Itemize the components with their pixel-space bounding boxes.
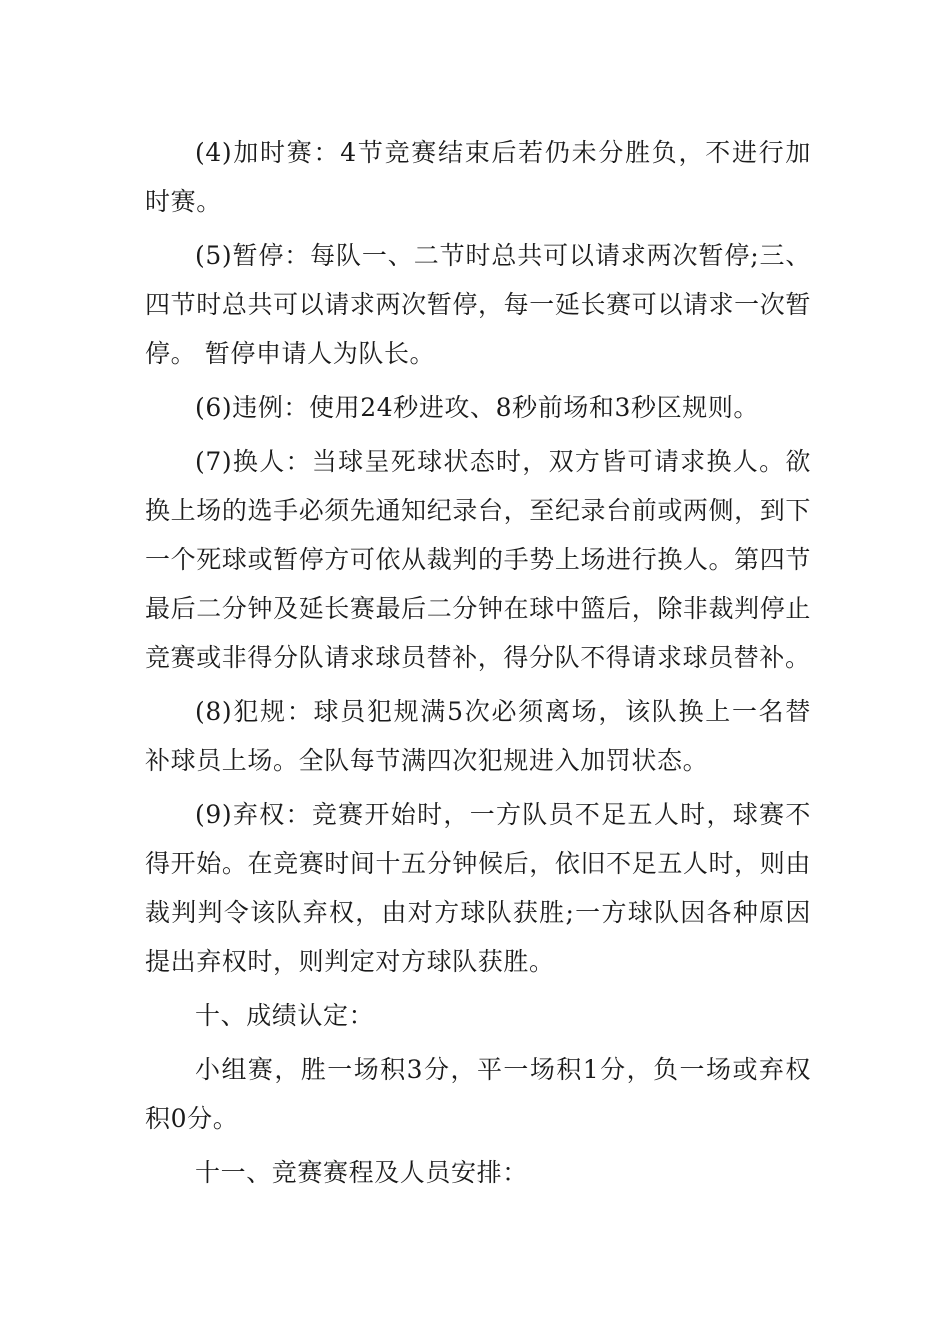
paragraph-substitution: (7)换人：当球呈死球状态时，双方皆可请求换人。欲换上场的选手必须先通知纪录台，至纪录台前或两侧，到下一个死球或暂停方可依从裁判的手势上场进行换人。第四节最后二分钟及延长赛最后二分钟在球中篮后，除非裁判停止竞赛或非得分队请求球员替补，得分队不得请求球员替补。 bbox=[145, 447, 811, 672]
paragraph-overtime: (4)加时赛：4节竞赛结束后若仍未分胜负，不进行加时赛。 bbox=[145, 138, 811, 216]
document-body bbox=[145, 128, 811, 1197]
section-heading-schedule: 十一、竞赛赛程及人员安排： bbox=[195, 1158, 528, 1187]
section-heading-results: 十、成绩认定： bbox=[195, 1001, 375, 1030]
paragraph-timeout: (5)暂停：每队一、二节时总共可以请求两次暂停;三、四节时总共可以请求两次暂停，每一延长赛可以请求一次暂停。 暂停申请人为队长。 bbox=[145, 241, 811, 368]
paragraph-forfeit: (9)弃权：竞赛开始时，一方队员不足五人时，球赛不得开始。在竞赛时间十五分钟候后，依旧不足五人时，则由裁判判令该队弃权，由对方球队获胜;一方球队因各种原因提出弃权时，则判定对方球队获胜。 bbox=[145, 800, 811, 976]
paragraph-foul: (8)犯规：球员犯规满5次必须离场，该队换上一名替补球员上场。全队每节满四次犯规进入加罚状态。 bbox=[145, 697, 811, 775]
paragraph-violation: (6)违例：使用24秒进攻、8秒前场和3秒区规则。 bbox=[195, 393, 760, 422]
paragraph-scoring: 小组赛，胜一场积3分，平一场积1分，负一场或弃权积0分。 bbox=[145, 1055, 811, 1133]
